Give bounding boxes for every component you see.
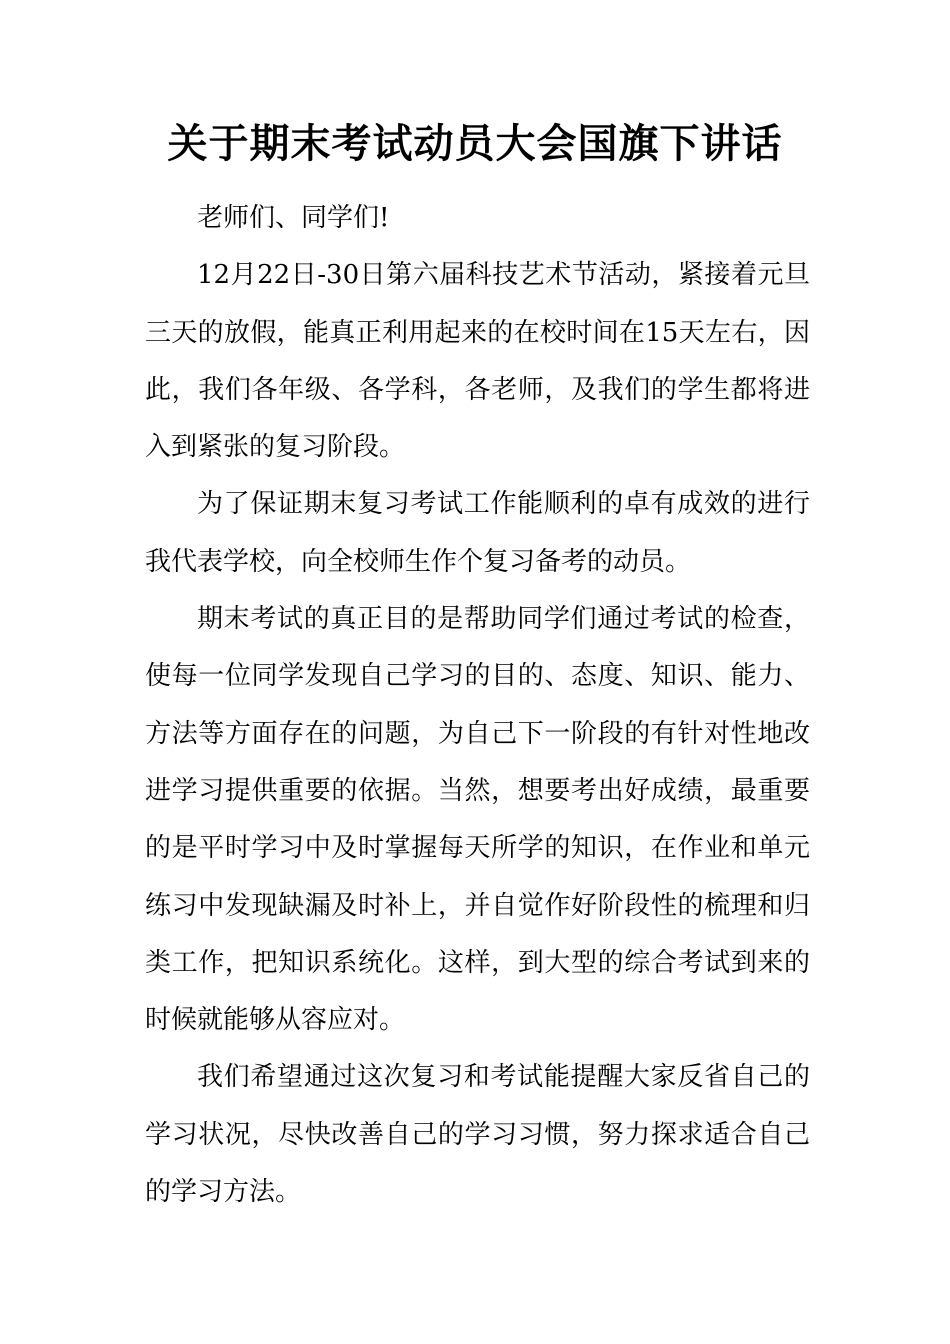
paragraph-hope: 我们希望通过这次复习和考试能提醒大家反省自己的学习状况，尽快改善自己的学习习惯，努力探求适合自己的学习方法。 [145,1062,810,1208]
document-body [145,190,810,1221]
paragraph-greeting: 老师们、同学们! [197,203,390,233]
paragraph-schedule: 12月22日-30日第六届科技艺术节活动，紧接着元旦三天的放假，能真正利用起来的在校时间在15天左右，因此，我们各年级、各学科，各老师，及我们的学生都将进入到紧张的复习阶段。 [145,260,810,463]
paragraph-exam-goal: 期末考试的真正目的是帮助同学们通过考试的检查，使每一位同学发现自己学习的目的、态度、知识、能力、方法等方面存在的问题，为自己下一阶段的有针对性地改进学习提供重要的依据。当然，想要考出好成绩，最重要的是平时学习中及时掌握每天所学的知识，在作业和单元练习中发现缺漏及时补上，并自觉作好阶段性的梳理和归类工作，把知识系统化。这样，到大型的综合考试到来的时候就能够从容应对。 [145,604,810,1036]
document-title: 关于期末考试动员大会国旗下讲话 [167,121,783,167]
paragraph-purpose: 为了保证期末复习考试工作能顺利的卓有成效的进行我代表学校，向全校师生作个复习备考的动员。 [145,489,810,577]
